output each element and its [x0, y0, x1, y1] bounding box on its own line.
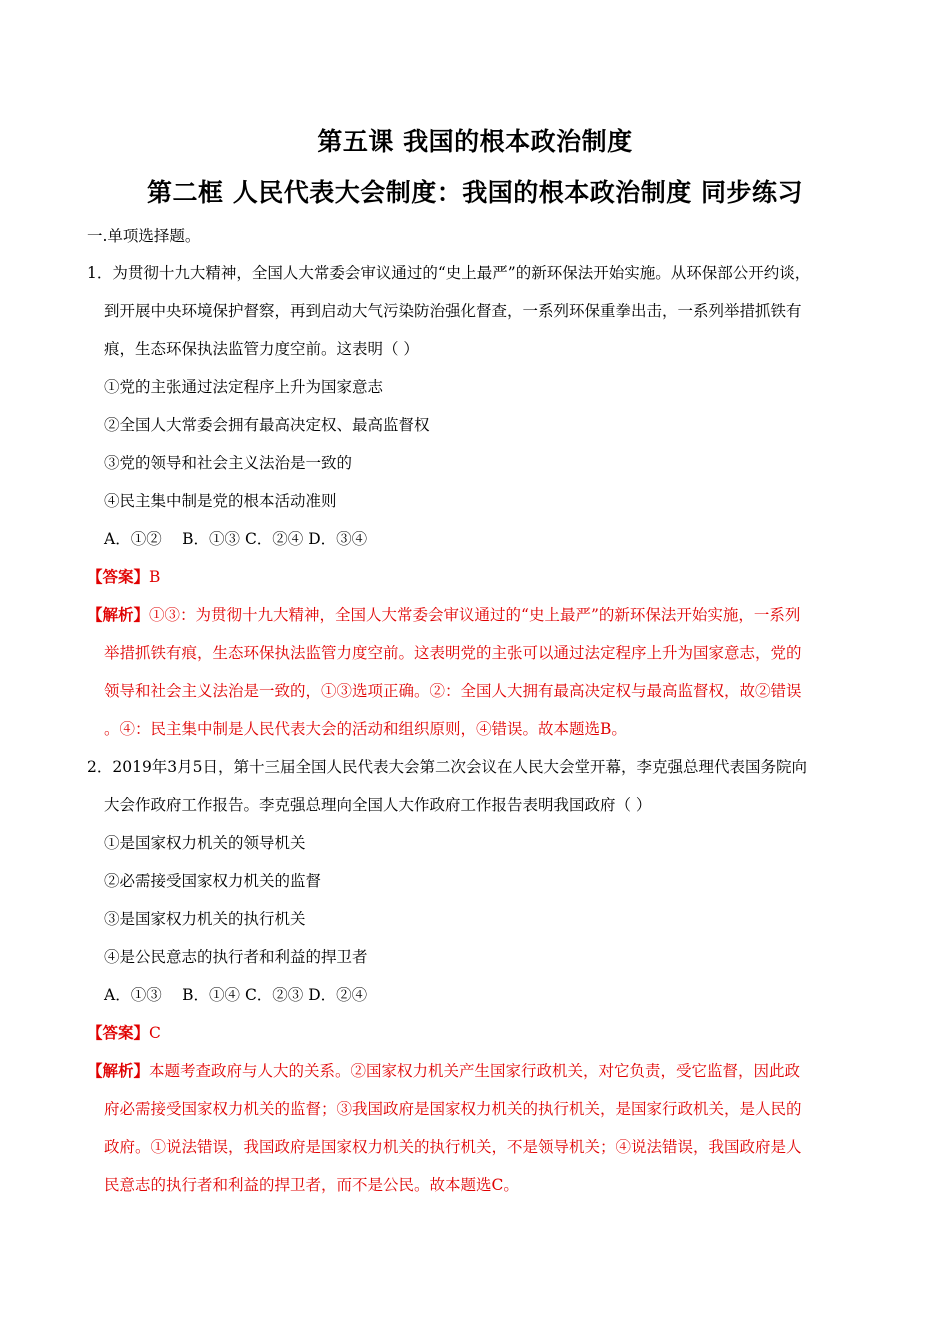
- analysis-text: ①③：为贯彻十九大精神，全国人大常委会审议通过的“史上最严”的新环保法开始实施，一系列: [149, 606, 801, 624]
- q1-stem-line-3: 痕，生态环保执法监管力度空前。这表明（ ）: [104, 340, 419, 358]
- answer-tag: 【答案】: [87, 567, 150, 586]
- q1-analysis-line-2: 举措抓铁有痕，生态环保执法监管力度空前。这表明党的主张可以通过法定程序上升为国家意志，党的: [104, 644, 802, 662]
- q2-option-4: ④是公民意志的执行者和利益的捍卫者: [104, 948, 368, 966]
- q2-analysis-line-3: 政府。①说法错误，我国政府是国家权力机关的执行机关，不是领导机关；④说法错误，我国政府是人: [104, 1138, 802, 1156]
- q1-stem-line-1: 1．为贯彻十九大精神，全国人大常委会审议通过的“史上最严”的新环保法开始实施。从环保部公开约谈，: [87, 264, 811, 282]
- q2-option-1: ①是国家权力机关的领导机关: [104, 834, 306, 852]
- q1-option-3: ③党的领导和社会主义法治是一致的: [104, 454, 353, 472]
- analysis-text: 本题考查政府与人大的关系。②国家权力机关产生国家行政机关，对它负责，受它监督，因此政: [149, 1062, 801, 1080]
- q2-analysis-line-4: 民意志的执行者和利益的捍卫者，而不是公民。故本题选C。: [104, 1176, 519, 1194]
- q1-analysis-line-4: 。④：民主集中制是人民代表大会的活动和组织原则，④错误。故本题选B。: [104, 720, 627, 738]
- q2-choices: A．①③ B．①④ C．②③ D．②④: [104, 986, 368, 1004]
- q2-stem-line-2: 大会作政府工作报告。李克强总理向全国人大作政府工作报告表明我国政府（ ）: [104, 796, 652, 814]
- section-title: 第二框 人民代表大会制度：我国的根本政治制度 同步练习: [147, 178, 803, 207]
- q2-option-2: ②必需接受国家权力机关的监督: [104, 872, 322, 890]
- q1-analysis-line-1: [87, 605, 800, 625]
- q1-stem-line-2: 到开展中央环境保护督察，再到启动大气污染防治强化督查，一系列环保重拳出击，一系列举措抓铁有: [104, 302, 802, 320]
- analysis-tag: 【解析】: [87, 1061, 150, 1080]
- q2-stem-line-1: 2．2019年3月5日，第十三届全国人民代表大会第二次会议在人民大会堂开幕，李克强总理代表国务院向: [87, 758, 808, 776]
- lesson-title: 第五课 我国的根本政治制度: [317, 127, 633, 156]
- q1-analysis-line-3: 领导和社会主义法治是一致的，①③选项正确。②：全国人大拥有最高决定权与最高监督权，故②错误: [104, 682, 802, 700]
- q2-answer: [87, 1023, 161, 1043]
- q1-answer: [87, 567, 160, 587]
- q2-analysis-line-1: [87, 1061, 800, 1081]
- q1-choices: A．①② B．①③ C．②④ D．③④: [104, 530, 368, 548]
- q1-option-4: ④民主集中制是党的根本活动准则: [104, 492, 337, 510]
- q1-option-2: ②全国人大常委会拥有最高决定权、最高监督权: [104, 416, 430, 434]
- analysis-tag: 【解析】: [87, 605, 150, 624]
- q1-option-1: ①党的主张通过法定程序上升为国家意志: [104, 378, 384, 396]
- answer-tag: 【答案】: [87, 1023, 150, 1042]
- answer-value: C: [149, 1024, 161, 1042]
- question-type-heading: 一.单项选择题。: [87, 227, 201, 245]
- answer-value: B: [149, 568, 161, 586]
- q2-analysis-line-2: 府必需接受国家权力机关的监督；③我国政府是国家权力机关的执行机关，是国家行政机关，是人民的: [104, 1100, 802, 1118]
- q2-option-3: ③是国家权力机关的执行机关: [104, 910, 306, 928]
